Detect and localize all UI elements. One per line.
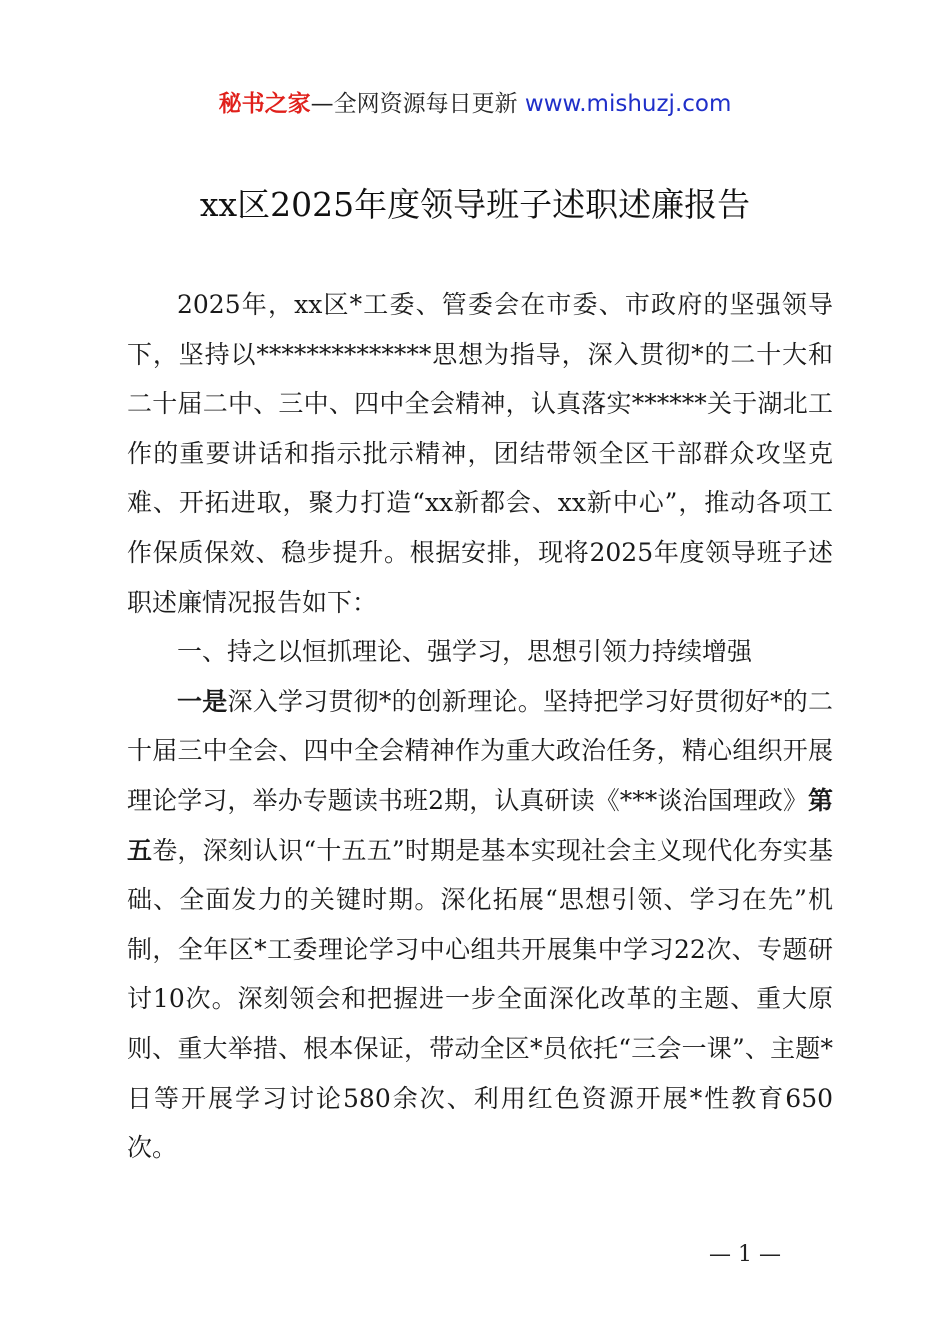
page-number: — 1 — — [709, 1242, 781, 1267]
section1-emphasis: 第五 — [127, 785, 833, 865]
section1-text-a: 深入学习贯彻*的创新理论。坚持把学习好贯彻好*的二十届三中全会、四中全会精神作为重大政治任务，精心组织开展理论学习，举办专题读书班2期，认真研读《***谈治国理政》 — [127, 686, 833, 815]
section1-lead: 一是 — [177, 686, 228, 716]
document-body — [127, 280, 833, 1173]
section1-paragraph — [127, 677, 833, 1173]
site-brand: 秘书之家 — [218, 91, 311, 117]
site-slogan: —全网资源每日更新 — [310, 91, 518, 117]
intro-paragraph: 2025年，xx区*工委、管委会在市委、市政府的坚强领导下，坚持以**************思想为指导，深入贯彻*的二十大和二十届二中、三中、四中全会精神，认真落实******关于湖北工作的重要讲话和指示批示精神，团结带领全区干部群众攻坚克难、开拓进取，聚力打造“xx新都会、xx新中心”，推动各项工作保质保效、稳步提升。根据安排，现将2025年度领导班子述职述廉情况报告如下： — [127, 290, 833, 617]
section1-text-b: 卷，深刻认识“十五五”时期是基本实现社会主义现代化夯实基础、全面发力的关键时期。深化拓展“思想引领、学习在先”机制，全年区*工委理论学习中心组共开展集中学习22次、专题研讨10次。深刻领会和把握进一步全面深化改革的主题、重大原则、重大举措、根本保证，带动全区*员依托“三会一课”、主题*日等开展学习讨论580余次、利用红色资源开展*性教育650次。 — [127, 835, 833, 1163]
site-url-link[interactable]: www.mishuzj.com — [524, 91, 732, 117]
document-title: xx区2025年度领导班子述职述廉报告 — [199, 185, 751, 224]
site-header — [0, 88, 950, 120]
section-heading-1: 一、持之以恒抓理论、强学习，思想引领力持续增强 — [177, 637, 753, 667]
